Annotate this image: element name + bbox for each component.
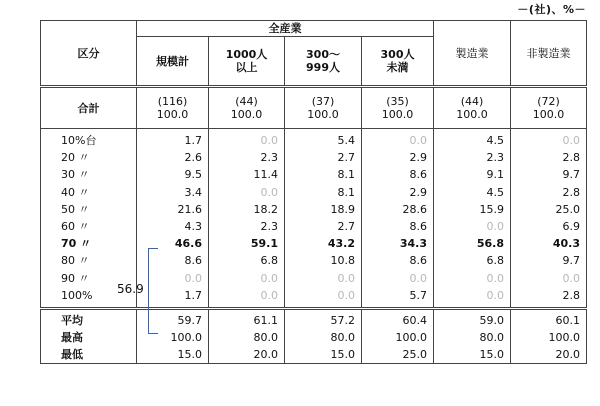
- row-label: 10%台: [41, 129, 137, 150]
- table-cell: 2.3: [209, 149, 285, 166]
- table-cell: 56.8: [434, 235, 511, 252]
- stats-section: [41, 308, 587, 363]
- header-col-3: 300～ 999人: [285, 37, 362, 87]
- table-cell: 0.0: [209, 270, 285, 287]
- total-row: [41, 87, 587, 129]
- row-label: 70 〃: [41, 235, 137, 252]
- table-cell: 8.1: [285, 166, 362, 183]
- table-cell: 0.0: [511, 129, 587, 150]
- table-cell: 0.0: [285, 270, 362, 287]
- table-cell: 8.6: [362, 166, 434, 183]
- table-cell: 0.0: [137, 270, 209, 287]
- row-label: 30 〃: [41, 166, 137, 183]
- table-cell: 2.8: [511, 184, 587, 201]
- table-row: [41, 252, 587, 269]
- table-cell: 34.3: [362, 235, 434, 252]
- data-table: [40, 20, 587, 364]
- stats-row: [41, 346, 587, 364]
- total-percent: 100.0: [456, 108, 488, 121]
- table-cell: 5.4: [285, 129, 362, 150]
- stats-cell: 61.1: [209, 308, 285, 329]
- table-cell: 18.9: [285, 201, 362, 218]
- bracket-line: [148, 248, 158, 334]
- header-col-4: 300人 未満: [362, 37, 434, 87]
- table-cell: 8.6: [362, 218, 434, 235]
- total-count: (116): [157, 95, 188, 108]
- table-cell: 0.0: [362, 270, 434, 287]
- row-label: 60 〃: [41, 218, 137, 235]
- table-cell: 8.6: [137, 252, 209, 269]
- header-col-5: 製造業: [434, 21, 511, 87]
- stats-cell: 59.0: [434, 308, 511, 329]
- table-cell: 5.7: [362, 287, 434, 309]
- table-cell: 28.6: [362, 201, 434, 218]
- table-cell: 9.1: [434, 166, 511, 183]
- total-cell: [137, 87, 209, 129]
- table-cell: 2.9: [362, 149, 434, 166]
- stats-cell: 20.0: [209, 346, 285, 364]
- total-cell: [362, 87, 434, 129]
- table-cell: 0.0: [511, 270, 587, 287]
- header-col-2: 1000人 以上: [209, 37, 285, 87]
- table-cell: 0.0: [434, 218, 511, 235]
- table-cell: 4.5: [434, 129, 511, 150]
- stats-row: [41, 308, 587, 329]
- unit-note: －(社)、%－: [517, 3, 586, 16]
- table-row: [41, 184, 587, 201]
- header-col-1: 規模計: [137, 37, 209, 87]
- table-cell: 0.0: [434, 287, 511, 309]
- table-header: [41, 21, 587, 87]
- table-cell: 4.3: [137, 218, 209, 235]
- stats-cell: 60.4: [362, 308, 434, 329]
- table-cell: 3.4: [137, 184, 209, 201]
- stats-cell: 25.0: [362, 346, 434, 364]
- total-percent: 100.0: [230, 108, 263, 121]
- stats-label: 最低: [41, 346, 137, 364]
- table-cell: 21.6: [137, 201, 209, 218]
- stats-cell: 100.0: [511, 329, 587, 346]
- stats-cell: 80.0: [285, 329, 362, 346]
- table-cell: 2.6: [137, 149, 209, 166]
- row-label: 100%: [41, 287, 137, 309]
- table-row: [41, 166, 587, 183]
- table-cell: 2.8: [511, 149, 587, 166]
- row-label: 40 〃: [41, 184, 137, 201]
- total-section: [41, 87, 587, 129]
- table-cell: 9.7: [511, 252, 587, 269]
- total-count: (72): [537, 95, 560, 108]
- table-cell: 25.0: [511, 201, 587, 218]
- total-cell: [434, 87, 511, 129]
- table-cell: 0.0: [209, 287, 285, 309]
- stats-cell: 15.0: [285, 346, 362, 364]
- total-count: (35): [386, 95, 409, 108]
- header-kubun: 区分: [41, 21, 137, 87]
- table-cell: 0.0: [434, 270, 511, 287]
- table-cell: 59.1: [209, 235, 285, 252]
- stats-row: [41, 329, 587, 346]
- table-cell: 2.7: [285, 218, 362, 235]
- table-row: [41, 218, 587, 235]
- row-label: 20 〃: [41, 149, 137, 166]
- table-cell: 2.3: [209, 218, 285, 235]
- table-cell: 2.8: [511, 287, 587, 309]
- table-cell: 46.6: [137, 235, 209, 252]
- table-cell: 2.7: [285, 149, 362, 166]
- total-percent: 100.0: [307, 108, 339, 121]
- table-cell: 18.2: [209, 201, 285, 218]
- table-cell: 0.0: [209, 129, 285, 150]
- total-cell: [285, 87, 362, 129]
- table-cell: 4.5: [434, 184, 511, 201]
- row-label: 90 〃: [41, 270, 137, 287]
- stats-cell: 60.1: [511, 308, 587, 329]
- bracket-value: 56.9: [117, 282, 144, 296]
- total-percent: 100.0: [532, 108, 565, 121]
- table-cell: 0.0: [209, 184, 285, 201]
- table-row: [41, 149, 587, 166]
- total-count: (37): [311, 95, 335, 108]
- table-row: [41, 129, 587, 150]
- table-cell: 15.9: [434, 201, 511, 218]
- stats-label: 平均: [41, 308, 137, 329]
- table-row: [41, 235, 587, 252]
- header-zensangyo: 全産業: [137, 21, 434, 37]
- table-cell: 0.0: [362, 129, 434, 150]
- total-count: (44): [460, 95, 484, 108]
- stats-cell: 80.0: [209, 329, 285, 346]
- row-label: 50 〃: [41, 201, 137, 218]
- stats-cell: 100.0: [137, 329, 209, 346]
- table-cell: 2.9: [362, 184, 434, 201]
- total-cell: [209, 87, 285, 129]
- table-cell: 6.8: [434, 252, 511, 269]
- table-cell: 0.0: [285, 287, 362, 309]
- table-cell: 8.1: [285, 184, 362, 201]
- table-cell: 10.8: [285, 252, 362, 269]
- stats-label: 最高: [41, 329, 137, 346]
- stats-cell: 80.0: [434, 329, 511, 346]
- table-cell: 1.7: [137, 287, 209, 309]
- table-cell: 9.7: [511, 166, 587, 183]
- stats-cell: 59.7: [137, 308, 209, 329]
- total-percent: 100.0: [381, 108, 414, 121]
- table-cell: 2.3: [434, 149, 511, 166]
- table-cell: 43.2: [285, 235, 362, 252]
- table-cell: 6.8: [209, 252, 285, 269]
- stats-cell: 57.2: [285, 308, 362, 329]
- table-cell: 6.9: [511, 218, 587, 235]
- stats-cell: 100.0: [362, 329, 434, 346]
- table-cell: 9.5: [137, 166, 209, 183]
- stats-cell: 15.0: [434, 346, 511, 364]
- table-cell: 11.4: [209, 166, 285, 183]
- total-label: 合計: [41, 87, 137, 129]
- table-row: [41, 201, 587, 218]
- total-count: (44): [235, 95, 258, 108]
- table-cell: 40.3: [511, 235, 587, 252]
- stats-cell: 20.0: [511, 346, 587, 364]
- stats-cell: 15.0: [137, 346, 209, 364]
- row-label: 80 〃: [41, 252, 137, 269]
- table-cell: 8.6: [362, 252, 434, 269]
- header-col-6: 非製造業: [511, 21, 587, 87]
- total-cell: [511, 87, 587, 129]
- table-cell: 1.7: [137, 129, 209, 150]
- total-percent: 100.0: [156, 108, 189, 121]
